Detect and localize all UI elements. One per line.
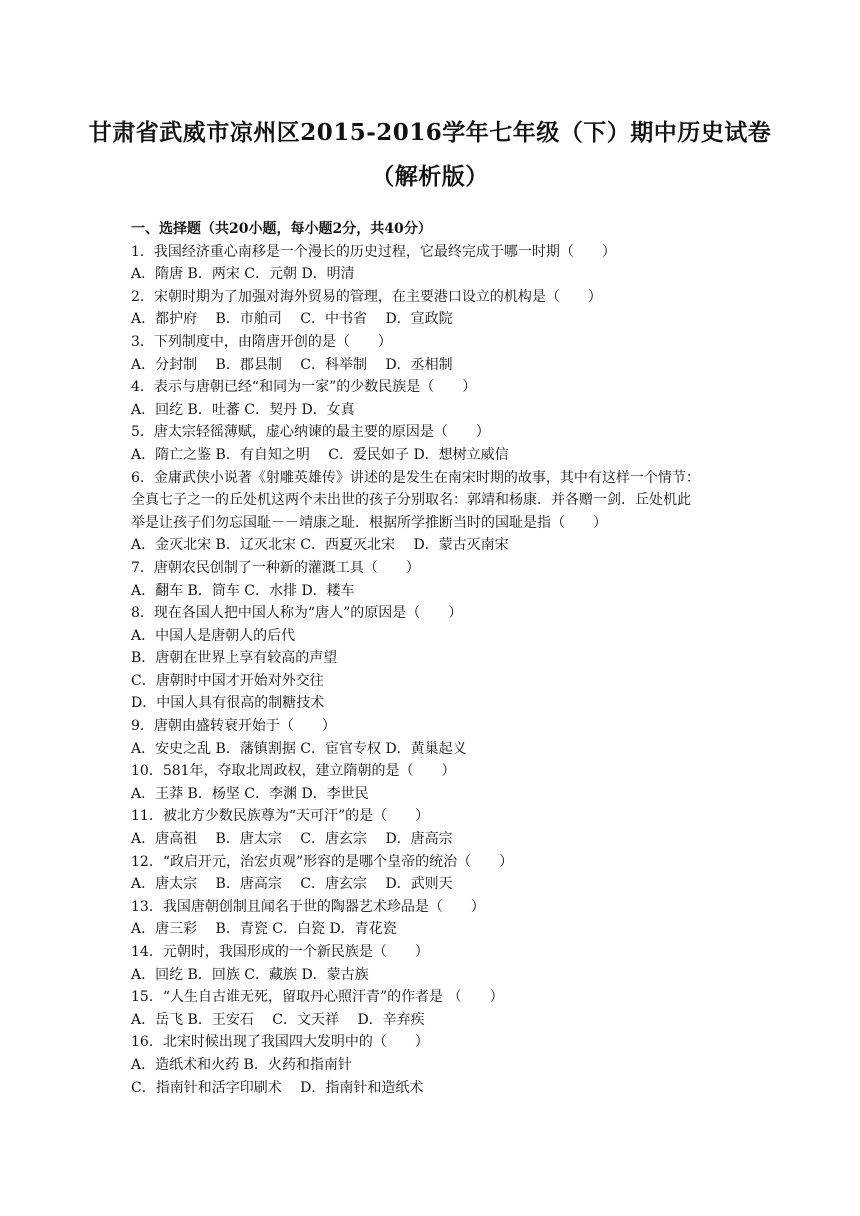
text-line: A．都护府 B．市舶司 C．中书省 D．宣政院 xyxy=(131,311,453,328)
text-line: A．安史之乱 B．藩镇割据 C．宦官专权 D．黄巢起义 xyxy=(131,740,467,757)
text-line: 9．唐朝由盛转衰开始于（ ） xyxy=(131,718,336,735)
text-line: 3．下列制度中，由隋唐开创的是（ ） xyxy=(131,333,392,350)
text-line: 6．金庸武侠小说著《射雕英雄传》讲述的是发生在南宋时期的故事，其中有这样一个情节： xyxy=(131,469,700,486)
text-line: 14．元朝时，我国形成的一个新民族是（ ） xyxy=(131,944,429,960)
text-line: A．回纥 B．回族 C．藏族 D．蒙古族 xyxy=(131,966,369,983)
text-line: 1．我国经济重心南移是一个漫长的历史过程，它最终完成于哪一时期（ ） xyxy=(131,243,616,260)
text-line: A．回纥 B．吐蕃 C．契丹 D．女真 xyxy=(131,401,355,418)
text-line: 10．581年，夺取北周政权，建立隋朝的是（ ） xyxy=(131,763,456,780)
text-line: A．隋亡之鉴 B．有自知之明 C．爱民如子 D．想树立威信 xyxy=(131,446,509,463)
text-line: A．岳飞 B．王安石 C．文天祥 D．辛弃疾 xyxy=(131,1011,425,1028)
text-line: A．隋唐 B．两宋 C．元朝 D．明清 xyxy=(131,266,355,283)
text-line: 5．唐太宗轻徭薄赋，虚心纳谏的最主要的原因是（ ） xyxy=(131,424,490,441)
text-line: B．唐朝在世界上享有较高的声望 xyxy=(131,650,338,667)
page-subtitle: （解析版） xyxy=(371,163,489,190)
text-line: A．翻车 B．筒车 C．水排 D．耧车 xyxy=(131,582,355,599)
text-line: A．唐太宗 B．唐高宗 C．唐玄宗 D．武则天 xyxy=(131,876,453,893)
text-line: 16．北宋时候出现了我国四大发明中的（ ） xyxy=(131,1034,429,1051)
text-line: 11．被北方少数民族尊为“天可汗”的是（ ） xyxy=(131,808,430,825)
text-line: 2．宋朝时期为了加强对海外贸易的管理，在主要港口设立的机构是（ ） xyxy=(131,288,602,305)
text-line: A．王莽 B．杨坚 C．李渊 D．李世民 xyxy=(131,785,369,802)
text-line: A．造纸术和火药 B．火药和指南针 xyxy=(131,1056,352,1073)
text-line: 全真七子之一的丘处机这两个未出世的孩子分别取名：郭靖和杨康．并各赠一剑．丘处机此 xyxy=(131,492,691,509)
question-list xyxy=(131,218,731,1099)
text-line: A．唐高祖 B．唐太宗 C．唐玄宗 D．唐高宗 xyxy=(131,831,453,848)
text-line: D．中国人具有很高的制糖技术 xyxy=(131,695,325,712)
text-line: 13．我国唐朝创制且闻名于世的陶器艺术珍品是（ ） xyxy=(131,898,485,915)
text-line: C．指南针和活字印刷术 D．指南针和造纸术 xyxy=(131,1079,424,1096)
text-line: 4．表示与唐朝已经“和同为一家”的少数民族是（ ） xyxy=(131,379,477,396)
text-line: 7．唐朝农民创制了一种新的灌溉工具（ ） xyxy=(131,559,420,576)
text-line: 15．“人生自古谁无死，留取丹心照汗青”的作者是 （ ） xyxy=(131,989,504,1006)
page-title: 甘肃省武威市凉州区2015-2016学年七年级（下）期中历史试卷 xyxy=(88,119,772,146)
text-line: C．唐朝时中国才开始对外交往 xyxy=(131,672,324,689)
text-line: A．中国人是唐朝人的后代 xyxy=(131,627,296,644)
section-heading: 一、选择题（共20小题，每小题2分，共40分） xyxy=(131,221,432,237)
text-line: 8．现在各国人把中国人称为“唐人”的原因是（ ） xyxy=(131,605,463,622)
text-line: 举是让孩子们勿忘国耻－－靖康之耻．根据所学推断当时的国耻是指（ ） xyxy=(131,514,607,531)
text-line: A．唐三彩 B．青瓷 C．白瓷 D．青花瓷 xyxy=(131,921,397,938)
text-line: 12．“政启开元，治宏贞观”形容的是哪个皇帝的统治（ ） xyxy=(131,853,514,870)
text-line: A．分封制 B．郡县制 C．科举制 D．丞相制 xyxy=(131,356,453,373)
text-line: A．金灭北宋 B．辽灭北宋 C．西夏灭北宋 D．蒙古灭南宋 xyxy=(131,537,509,554)
